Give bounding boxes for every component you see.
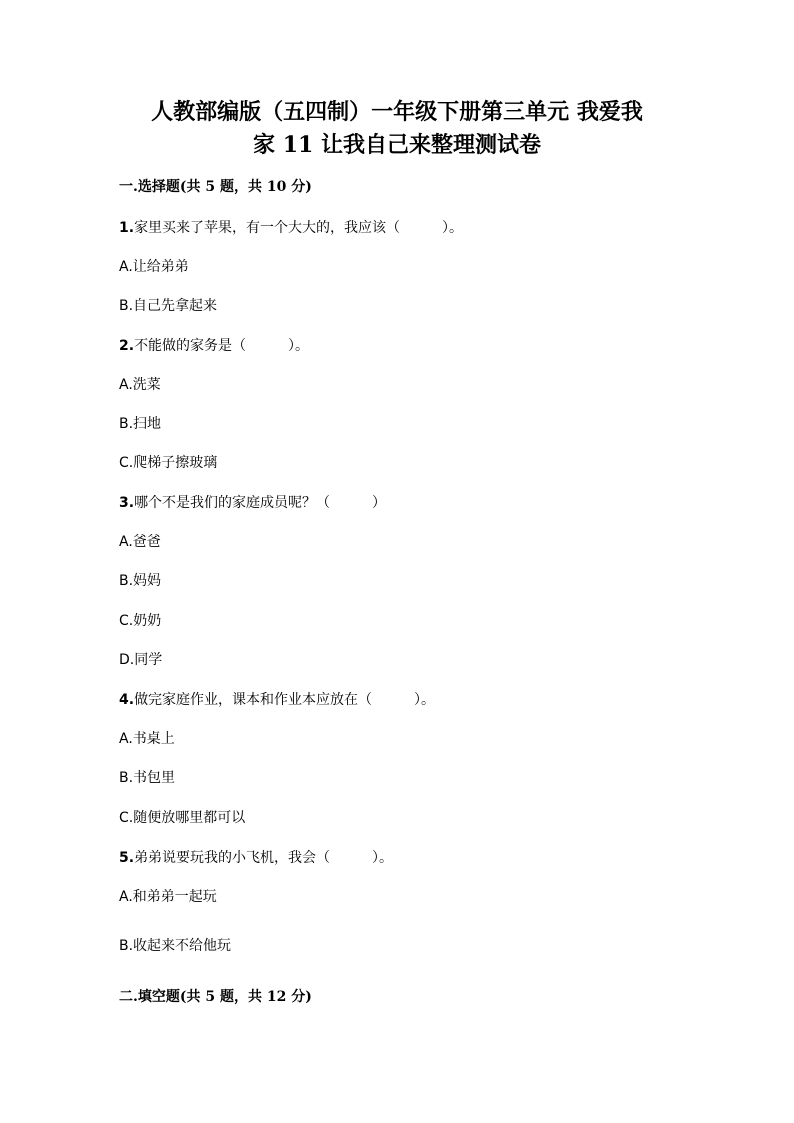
section-heading-fill-blank: 二.填空题(共 5 题，共 12 分) bbox=[119, 989, 312, 1005]
question-text: 家里买来了苹果，有一个大大的，我应该（ ）。 bbox=[134, 220, 464, 236]
question-4 bbox=[119, 690, 435, 710]
option-5b: B.收起来不给他玩 bbox=[119, 938, 232, 954]
option-2c: C.爬梯子擦玻璃 bbox=[119, 455, 218, 471]
question-number: 2. bbox=[119, 338, 135, 354]
document-title-line-1: 人教部编版（五四制）一年级下册第三单元 我爱我 bbox=[151, 99, 643, 125]
question-text: 弟弟说要玩我的小飞机，我会（ ）。 bbox=[134, 850, 394, 866]
question-1 bbox=[119, 218, 463, 238]
document-title-line-2: 家 11 让我自己来整理测试卷 bbox=[253, 132, 541, 158]
option-4c: C.随便放哪里都可以 bbox=[119, 810, 246, 826]
option-1b: B.自己先拿起来 bbox=[119, 298, 218, 314]
question-3 bbox=[119, 493, 386, 513]
question-number: 3. bbox=[119, 495, 135, 511]
option-3d: D.同学 bbox=[119, 652, 163, 668]
option-4b: B.书包里 bbox=[119, 770, 176, 786]
section-heading-choice: 一.选择题(共 5 题，共 10 分) bbox=[119, 179, 312, 195]
option-1a: A.让给弟弟 bbox=[119, 259, 189, 275]
question-number: 5. bbox=[119, 850, 135, 866]
option-2a: A.洗菜 bbox=[119, 377, 161, 393]
option-3b: B.妈妈 bbox=[119, 573, 162, 589]
question-number: 1. bbox=[119, 220, 135, 236]
question-2 bbox=[119, 336, 309, 356]
question-text: 哪个不是我们的家庭成员呢？（ ） bbox=[134, 495, 387, 511]
option-3a: A.爸爸 bbox=[119, 534, 161, 550]
option-2b: B.扫地 bbox=[119, 416, 162, 432]
option-3c: C.奶奶 bbox=[119, 613, 162, 629]
option-4a: A.书桌上 bbox=[119, 731, 175, 747]
question-text: 做完家庭作业，课本和作业本应放在（ ）。 bbox=[134, 692, 436, 708]
question-text: 不能做的家务是（ ）。 bbox=[134, 338, 310, 354]
question-number: 4. bbox=[119, 692, 135, 708]
option-5a: A.和弟弟一起玩 bbox=[119, 889, 217, 905]
question-5 bbox=[119, 848, 393, 868]
